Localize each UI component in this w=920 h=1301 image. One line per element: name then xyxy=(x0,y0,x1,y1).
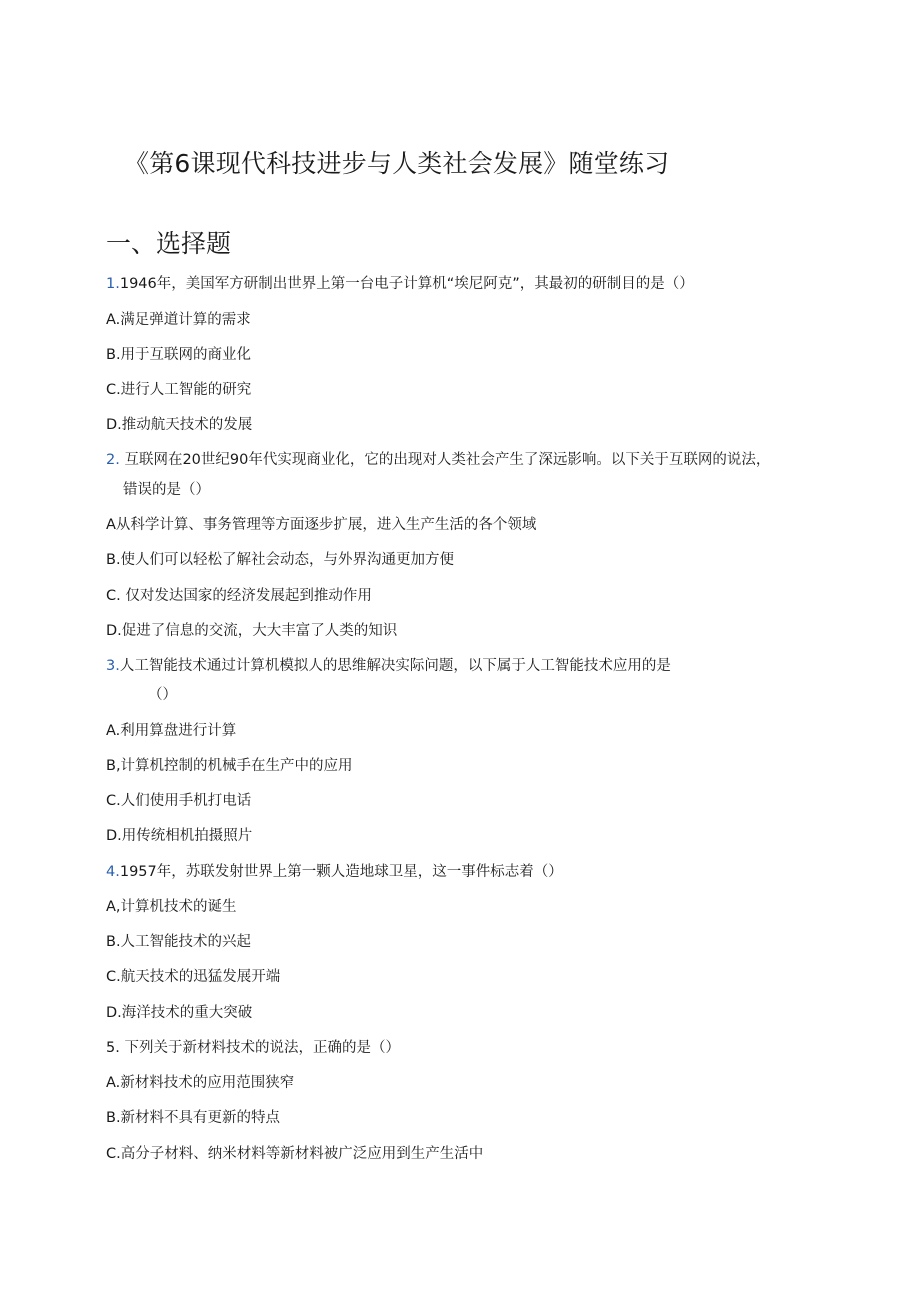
question-stem: 1946年，美国军方研制出世界上第一台电子计算机“埃尼阿克”，其最初的研制目的是（） xyxy=(119,276,694,292)
question-5 xyxy=(106,1038,400,1058)
question-number: 2. xyxy=(106,452,120,468)
question-3-cont: （） xyxy=(148,687,177,703)
document-title: 《第6课现代科技进步与人类社会发展》随堂练习 xyxy=(124,149,670,178)
option-3b: B,计算机控制的机械手在生产中的应用 xyxy=(106,758,353,774)
option-3c: C.人们使用手机打电话 xyxy=(106,793,252,809)
option-1b: B.用于互联网的商业化 xyxy=(106,347,252,363)
question-number: 5. xyxy=(106,1040,120,1056)
option-5c: C.高分子材料、纳米材料等新材料被广泛应用到生产生活中 xyxy=(106,1146,484,1162)
question-number: 1. xyxy=(106,276,120,292)
question-stem: 下列关于新材料技术的说法，正确的是（） xyxy=(119,1040,400,1056)
question-2-cont: 错误的是（） xyxy=(123,482,210,498)
question-stem: 互联网在20世纪90年代实现商业化，它的出现对人类社会产生了深远影响。以下关于互联网的说法， xyxy=(119,452,771,468)
option-2d: D.促进了信息的交流，大大丰富了人类的知识 xyxy=(106,623,398,639)
option-2b: B.使人们可以轻松了解社会动态，与外界沟通更加方便 xyxy=(106,552,455,568)
question-4 xyxy=(106,862,563,882)
option-3d: D.用传统相机拍摄照片 xyxy=(106,828,253,844)
section-heading: 一、选择题 xyxy=(106,229,232,258)
option-4a: A,计算机技术的诞生 xyxy=(106,899,237,915)
question-stem: 1957年，苏联发射世界上第一颗人造地球卫星，这一事件标志着（） xyxy=(119,864,563,880)
option-5b: B.新材料不具有更新的特点 xyxy=(106,1110,281,1126)
option-4d: D.海洋技术的重大突破 xyxy=(106,1005,253,1021)
option-5a: A.新材料技术的应用范围狭窄 xyxy=(106,1075,295,1091)
option-2a: A从科学计算、事务管理等方面逐步扩展，进入生产生活的各个领域 xyxy=(106,517,537,533)
option-2c: C. 仅对发达国家的经济发展起到推动作用 xyxy=(106,588,372,604)
option-1c: C.进行人工智能的研究 xyxy=(106,382,252,398)
option-4b: B.人工智能技术的兴起 xyxy=(106,934,252,950)
question-number: 4. xyxy=(106,864,120,880)
question-3 xyxy=(106,656,671,676)
option-3a: A.利用算盘进行计算 xyxy=(106,723,237,739)
question-number: 3. xyxy=(106,658,120,674)
question-stem: 人工智能技术通过计算机模拟人的思维解决实际问题，以下属于人工智能技术应用的是 xyxy=(119,658,671,674)
option-1a: A.满足弹道计算的需求 xyxy=(106,312,251,328)
question-2 xyxy=(106,450,770,470)
option-4c: C.航天技术的迅猛发展开端 xyxy=(106,969,281,985)
option-1d: D.推动航天技术的发展 xyxy=(106,417,253,433)
question-1 xyxy=(106,274,694,294)
